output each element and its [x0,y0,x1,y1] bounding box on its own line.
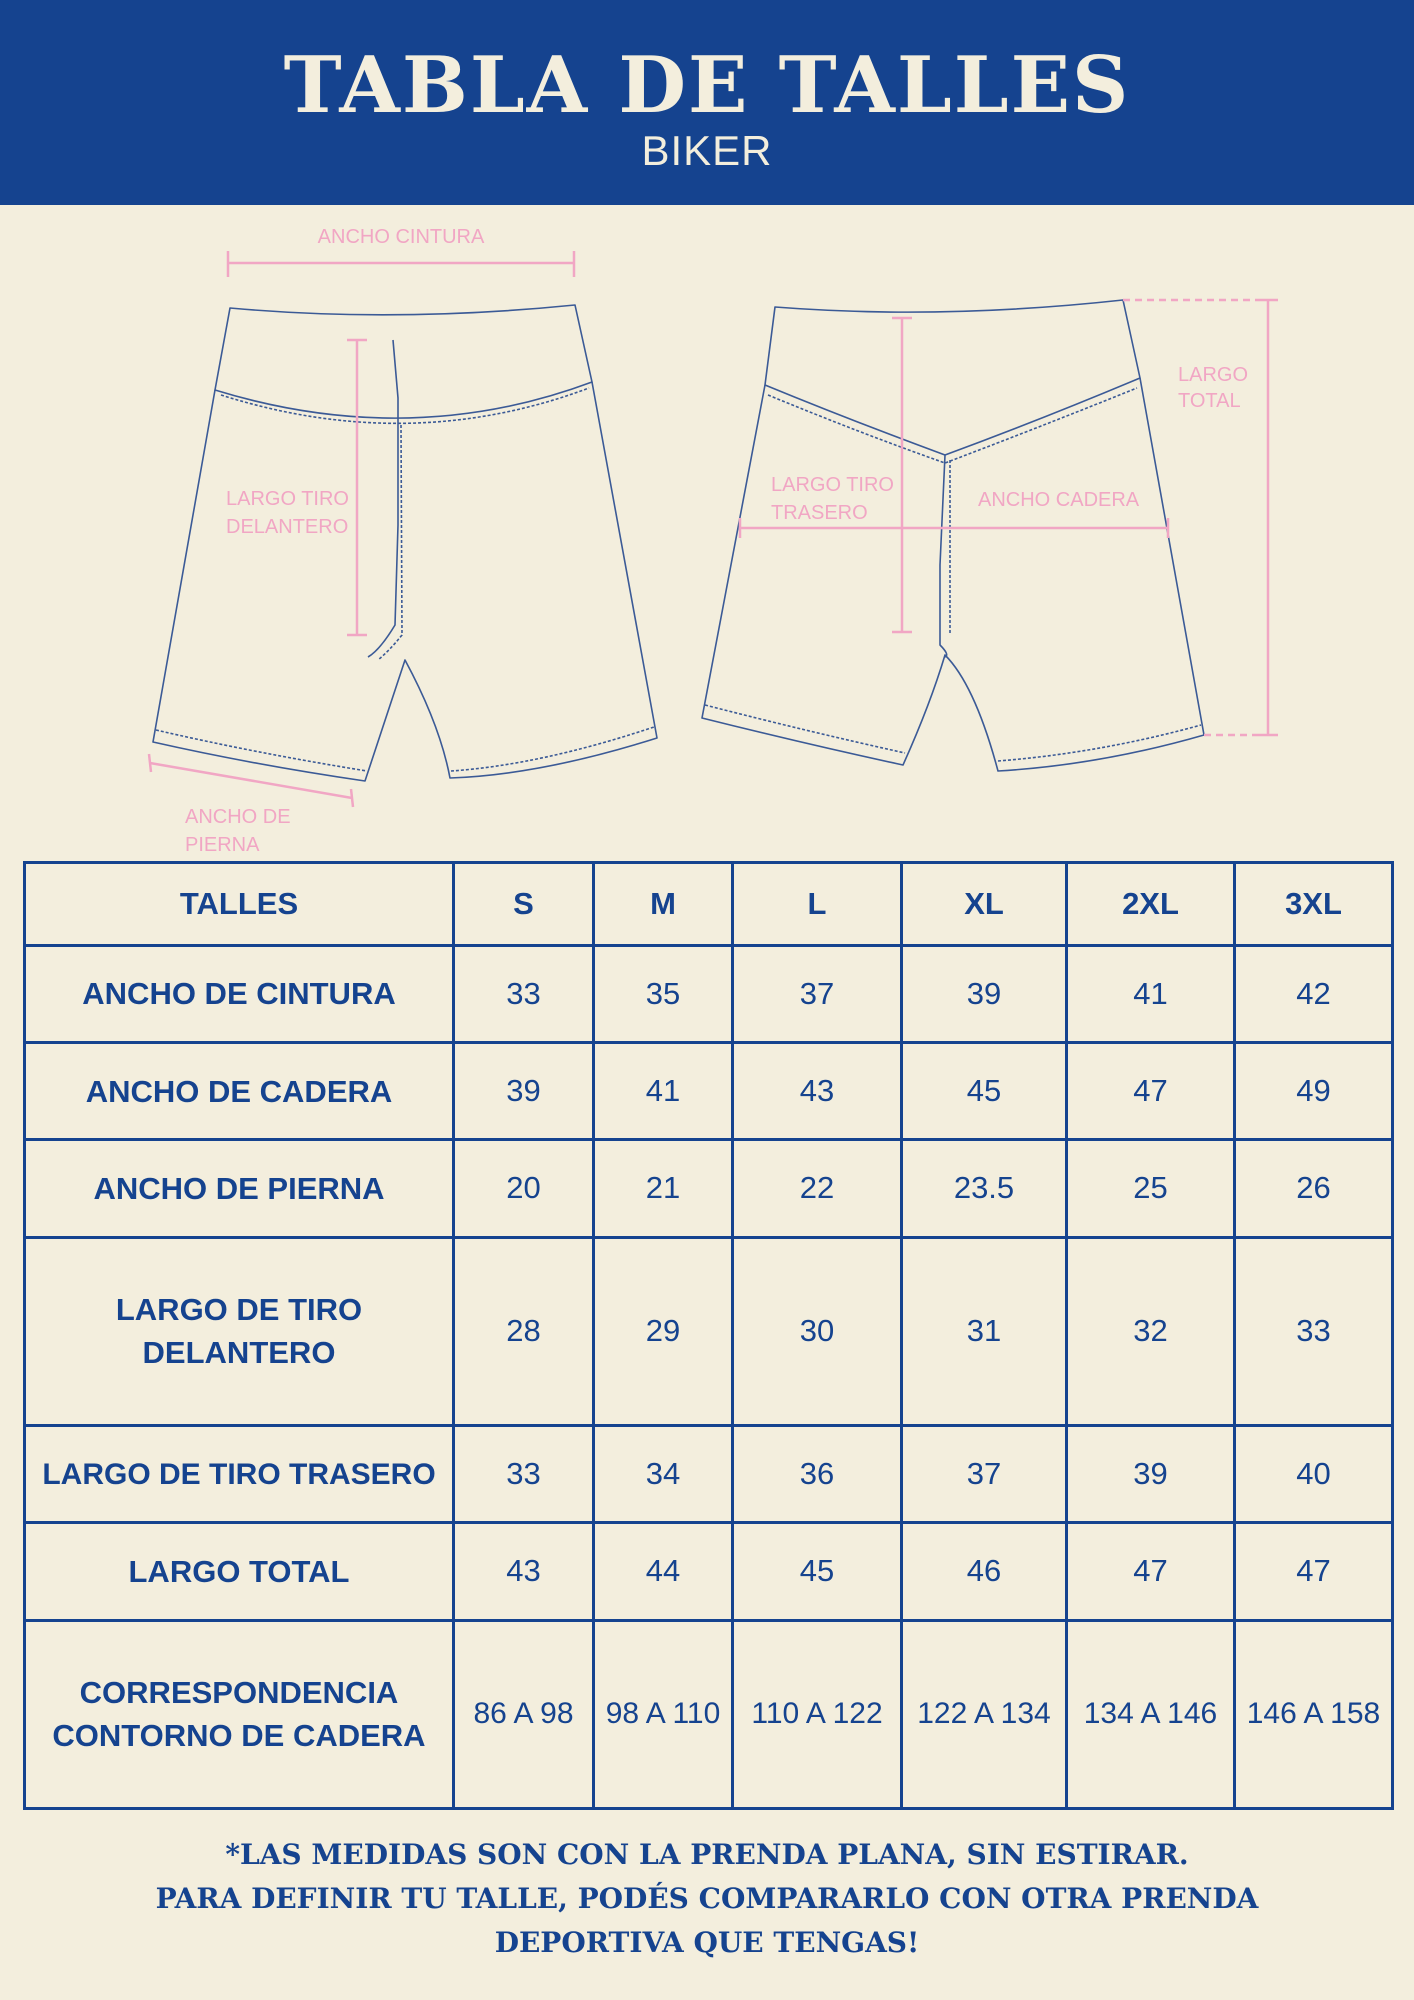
table-cell: 39 [1067,1425,1235,1522]
table-cell: 42 [1235,945,1393,1042]
header-cell-size: 3XL [1235,863,1393,946]
size-chart-table [23,861,1394,1810]
label-ancho-cadera: ANCHO CADERA [978,489,1140,511]
page-title: TABLA DE TALLES [283,40,1131,131]
header-banner [0,0,1414,205]
table-row [25,1523,1393,1620]
table-row [25,1425,1393,1522]
table-cell: 31 [902,1237,1067,1425]
footer-line: DEPORTIVA QUE TENGAS! [494,1926,920,1959]
table-cell: 25 [1067,1140,1235,1237]
row-label: ANCHO DE PIERNA [25,1140,454,1237]
header-cell-size: XL [902,863,1067,946]
table-cell: 122 A 134 [902,1620,1067,1808]
table-cell: 43 [733,1042,902,1139]
label-largo-total-2: TOTAL [1178,390,1241,412]
table-cell: 33 [454,1425,594,1522]
table-cell: 47 [1235,1523,1393,1620]
table-cell: 98 A 110 [594,1620,733,1808]
table-cell: 41 [594,1042,733,1139]
table-cell: 33 [1235,1237,1393,1425]
table-cell: 44 [594,1523,733,1620]
table-cell: 39 [902,945,1067,1042]
label-ancho-pierna-1: ANCHO DE [185,806,291,828]
table-row [25,1042,1393,1139]
front-shorts-drawing [153,305,657,781]
page-subtitle: BIKER [641,127,773,174]
row-label: LARGO TOTAL [25,1523,454,1620]
row-label-line: CONTORNO DE CADERA [52,1718,426,1754]
label-largo-total-1: LARGO [1178,364,1249,386]
label-largo-tiro-trasero-1: LARGO TIRO [771,474,894,496]
table-cell: 21 [594,1140,733,1237]
table-cell: 23.5 [902,1140,1067,1237]
row-label [25,1620,454,1808]
row-label: ANCHO DE CADERA [25,1042,454,1139]
table-cell: 40 [1235,1425,1393,1522]
table-cell: 47 [1067,1523,1235,1620]
table-cell: 45 [902,1042,1067,1139]
label-largo-tiro-delantero-1: LARGO TIRO [226,488,349,510]
label-largo-tiro-delantero-2: DELANTERO [226,516,349,538]
table-cell: 37 [733,945,902,1042]
row-label-line: LARGO DE TIRO [115,1292,363,1328]
label-ancho-pierna-2: PIERNA [185,834,260,856]
header-cell-size: S [454,863,594,946]
table-cell: 39 [454,1042,594,1139]
table-cell: 46 [902,1523,1067,1620]
shorts-illustration [0,205,1414,865]
table-cell: 146 A 158 [1235,1620,1393,1808]
header-cell-size: L [733,863,902,946]
footer-line: PARA DEFINIR TU TALLE, PODÉS COMPARARLO CON OTRA PRENDA [155,1882,1259,1915]
row-label: ANCHO DE CINTURA [25,945,454,1042]
footer-note [0,1833,1414,1965]
table-cell: 22 [733,1140,902,1237]
table-cell: 43 [454,1523,594,1620]
table-header-row [25,863,1393,946]
table-cell: 134 A 146 [1067,1620,1235,1808]
table-row [25,1237,1393,1425]
table-cell: 29 [594,1237,733,1425]
header-cell-size: M [594,863,733,946]
row-label-line: DELANTERO [142,1335,336,1371]
table-cell: 45 [733,1523,902,1620]
table-cell: 28 [454,1237,594,1425]
table-cell: 33 [454,945,594,1042]
table-cell: 35 [594,945,733,1042]
table-cell: 41 [1067,945,1235,1042]
table-row [25,1140,1393,1237]
garment-diagram [0,205,1414,865]
header-cell-talles: TALLES [25,863,454,946]
table-cell: 30 [733,1237,902,1425]
table-row [25,945,1393,1042]
table-row [25,1620,1393,1808]
back-shorts-drawing [702,300,1204,771]
table-cell: 47 [1067,1042,1235,1139]
table-cell: 34 [594,1425,733,1522]
table-cell: 110 A 122 [733,1620,902,1808]
table-cell: 36 [733,1425,902,1522]
table-cell: 86 A 98 [454,1620,594,1808]
row-label-line: CORRESPONDENCIA [79,1675,399,1711]
label-largo-tiro-trasero-2: TRASERO [771,502,868,524]
footer-line: *LAS MEDIDAS SON CON LA PRENDA PLANA, SIN ESTIRAR. [225,1838,1189,1871]
table-cell: 20 [454,1140,594,1237]
header-cell-size: 2XL [1067,863,1235,946]
table-cell: 26 [1235,1140,1393,1237]
table-cell: 32 [1067,1237,1235,1425]
table-cell: 37 [902,1425,1067,1522]
row-label: LARGO DE TIRO TRASERO [25,1425,454,1522]
label-ancho-cintura: ANCHO CINTURA [317,226,485,248]
row-label [25,1237,454,1425]
table-cell: 49 [1235,1042,1393,1139]
